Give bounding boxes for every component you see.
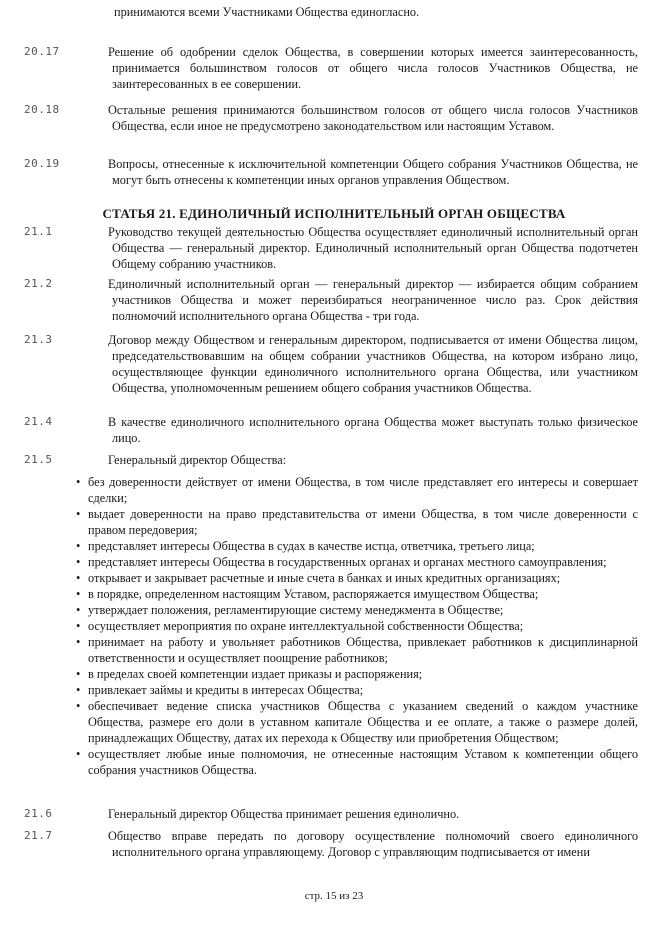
list-item-text: представляет интересы Общества в государственных органах и органах местного самоуправления; <box>88 555 607 569</box>
clause-number: 20.19 <box>24 157 60 170</box>
clause-text: Генеральный директор Общества принимает решения единолично. <box>108 807 460 821</box>
clause-21-6 <box>24 806 638 822</box>
clause-text: Общество вправе передать по договору осуществление полномочий своего единоличного исполнительного органа управляющему. Договор с управляющим подписывается от имени <box>108 829 638 859</box>
continuation-line: принимаются всеми Участниками Общества единогласно. <box>114 5 420 19</box>
clause-text: Единоличный исполнительный орган — генеральный директор — избирается общим собранием участников Общества и может переизбираться неограниченное число раз. Срок действия полномочий исполнительного органа Общества - три года. <box>108 277 638 323</box>
clause-text: Решение об одобрении сделок Общества, в совершении которых имеется заинтересованность, принимается большинством голосов от общего числа голосов Участников Общества, не заинтересованных в ее совершении. <box>108 45 638 91</box>
clause-21-5 <box>24 452 638 468</box>
bullet-icon: • <box>76 699 81 713</box>
clause-21-1 <box>24 224 638 272</box>
clause-text: Остальные решения принимаются большинством голосов от общего числа голосов Участников Общества, если иное не предусмотрено законодательством или настоящим Уставом. <box>108 103 638 133</box>
page-number: стр. 15 из 23 <box>304 890 364 902</box>
bullet-icon: • <box>76 635 81 649</box>
bullet-icon: • <box>76 667 81 681</box>
director-powers-list <box>76 474 638 778</box>
clause-text: Договор между Обществом и генеральным директором, подписывается от имени Общества лицом, председательствовавшим на общем собрании участников Общества, на котором избрано лицо, осуществляющее функции единоличного исполнительного органа Общества, или участником Общества, уполномоченным решением общего собрания участников Общества. <box>108 333 638 395</box>
clause-text: Генеральный директор Общества: <box>108 453 287 467</box>
clause-text: Руководство текущей деятельностью Общества осуществляет единоличный исполнительный орган Общества — генеральный директор. Единоличный исполнительный орган Общества подотчетен Общему собранию участников. <box>108 225 638 271</box>
list-item <box>76 746 638 778</box>
clause-21-2 <box>24 276 638 324</box>
clause-number: 21.7 <box>24 829 53 842</box>
clause-21-3 <box>24 332 638 396</box>
bullet-icon: • <box>76 539 81 553</box>
bullet-icon: • <box>76 587 81 601</box>
bullet-icon: • <box>76 683 81 697</box>
list-item-text: представляет интересы Общества в судах в качестве истца, ответчика, третьего лица; <box>88 539 535 553</box>
clause-number: 21.5 <box>24 453 53 466</box>
list-item <box>76 554 638 570</box>
article-heading: СТАТЬЯ 21. ЕДИНОЛИЧНЫЙ ИСПОЛНИТЕЛЬНЫЙ ОРГАН ОБЩЕСТВА <box>102 206 566 221</box>
list-item-text: обеспечивает ведение списка участников Общества с указанием сведений о каждом участнике Общества, размере его доли в уставном капитале Общества и ее оплате, а также о размере долей, принадлежащих Обществу, датах их перехода к Обществу или приобретения Обществом; <box>88 699 638 745</box>
clause-text: В качестве единоличного исполнительного органа Общества может выступать только физическое лицо. <box>108 415 638 445</box>
list-item <box>76 570 638 586</box>
list-item <box>76 538 638 554</box>
clause-number: 21.6 <box>24 807 53 820</box>
list-item-text: осуществляет любые иные полномочия, не отнесенные настоящим Уставом к компетенции общего собрания участников Общества. <box>88 747 638 777</box>
list-item-text: привлекает займы и кредиты в интересах Общества; <box>88 683 364 697</box>
list-item-text: принимает на работу и увольняет работников Общества, привлекает работников к дисциплинарной ответственности и осуществляет поощрение работников; <box>88 635 638 665</box>
list-item <box>76 682 638 698</box>
list-item <box>76 602 638 618</box>
bullet-icon: • <box>76 475 81 489</box>
clause-21-7 <box>24 828 638 860</box>
clause-number: 21.2 <box>24 277 53 290</box>
list-item <box>76 666 638 682</box>
list-item-text: в пределах своей компетенции издает приказы и распоряжения; <box>88 667 423 681</box>
clause-20-17 <box>24 44 638 92</box>
clause-21-4 <box>24 414 638 446</box>
list-item <box>76 634 638 666</box>
list-item-text: выдает доверенности на право представительства от имени Общества, в том числе доверенности с правом передоверия; <box>88 507 638 537</box>
list-item-text: открывает и закрывает расчетные и иные счета в банках и иных кредитных организациях; <box>88 571 561 585</box>
clause-text: Вопросы, отнесенные к исключительной компетенции Общего собрания Участников Общества, не могут быть отнесены к компетенции иных органов управления Обществом. <box>108 157 638 187</box>
bullet-icon: • <box>76 603 81 617</box>
clause-20-18 <box>24 102 638 134</box>
bullet-icon: • <box>76 747 81 761</box>
list-item <box>76 474 638 506</box>
bullet-icon: • <box>76 619 81 633</box>
list-item <box>76 586 638 602</box>
clause-number: 20.18 <box>24 103 60 116</box>
list-item <box>76 618 638 634</box>
list-item <box>76 506 638 538</box>
clause-20-19 <box>24 156 638 188</box>
bullet-icon: • <box>76 555 81 569</box>
list-item <box>76 698 638 746</box>
list-item-text: в порядке, определенном настоящим Уставом, распоряжается имуществом Общества; <box>88 587 539 601</box>
clause-number: 20.17 <box>24 45 60 58</box>
bullet-icon: • <box>76 571 81 585</box>
clause-number: 21.4 <box>24 415 53 428</box>
clause-number: 21.3 <box>24 333 53 346</box>
bullet-icon: • <box>76 507 81 521</box>
list-item-text: утверждает положения, регламентирующие систему менеджмента в Обществе; <box>88 603 504 617</box>
clause-number: 21.1 <box>24 225 53 238</box>
list-item-text: осуществляет мероприятия по охране интеллектуальной собственности Общества; <box>88 619 524 633</box>
list-item-text: без доверенности действует от имени Общества, в том числе представляет его интересы и совершает сделки; <box>88 475 638 505</box>
